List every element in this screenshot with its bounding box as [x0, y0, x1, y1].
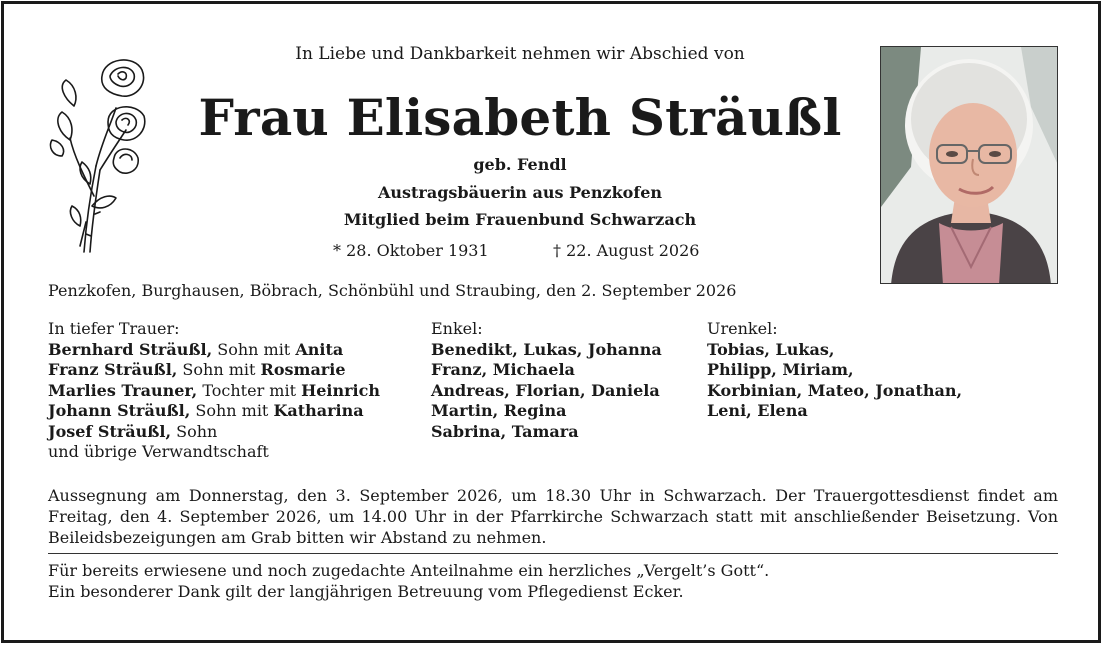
grandchildren-heading: Enkel:	[431, 319, 483, 338]
mourner-name: Franz Sträußl,	[48, 360, 178, 379]
mourner-name: Marlies Trauner,	[48, 380, 198, 400]
mourner-relation: Sohn	[171, 421, 218, 441]
great-grandchildren-line: Philipp, Miriam,	[707, 360, 854, 379]
membership-line: Mitglied beim Frauenbund Schwarzach	[343, 210, 697, 229]
grandchildren-line: Andreas, Florian, Daniela	[431, 380, 660, 400]
great-grandchildren-column	[707, 319, 962, 422]
great-grandchildren-line: Tobias, Lukas,	[707, 339, 835, 359]
birth-name: geb. Fendl	[473, 155, 567, 174]
grandchildren-line: Franz, Michaela	[431, 360, 575, 379]
mourner-partner: Rosmarie	[260, 360, 346, 379]
mourner-row	[48, 360, 380, 381]
mourner-row	[48, 340, 380, 361]
great-grandchildren-line: Korbinian, Mateo, Jonathan,	[707, 380, 963, 400]
thanks-line: Für bereits erwiesene und noch zugedachte Anteilnahme ein herzliches „Vergelt’s Gott“.	[48, 561, 770, 580]
divider	[48, 553, 1058, 554]
mourner-partner: Katharina	[273, 401, 364, 420]
deceased-name: Frau Elisabeth Sträußl	[198, 88, 842, 147]
mourners-footer: und übrige Verwandtschaft	[48, 442, 269, 461]
role-line: Austragsbäuerin aus Penzkofen	[377, 183, 663, 202]
portrait-photo	[880, 46, 1058, 284]
funeral-details: Aussegnung am Donnerstag, den 3. September 2026, um 18.30 Uhr in Schwarzach. Der Trauergottesdienst findet am Freitag, den 4. September 2026, um 14.00 Uhr in der Pfarrkirche Schwarzach statt mit anschließender Beisetzung. Von Beileidsbezeigungen am Grab bitten wir Abstand zu nehmen.	[48, 486, 1058, 547]
death-date: † 22. August 2026	[553, 241, 700, 260]
thanks-line: Ein besonderer Dank gilt der langjährigen Betreuung vom Pflegedienst Ecker.	[48, 582, 684, 601]
mourner-row	[48, 401, 380, 422]
grandchildren-line: Sabrina, Tamara	[431, 421, 579, 441]
mourner-name: Josef Sträußl,	[48, 421, 172, 441]
mourner-relation: Sohn mit	[190, 401, 274, 420]
mourners-column	[48, 319, 380, 463]
mourner-relation: Sohn mit	[212, 339, 296, 359]
intro-line: In Liebe und Dankbarkeit nehmen wir Abschied von	[295, 44, 745, 64]
mourner-name: Johann Sträußl,	[48, 401, 191, 420]
mourners-heading: In tiefer Trauer:	[48, 319, 180, 338]
mourner-relation: Tochter mit	[197, 380, 302, 400]
mourner-partner: Heinrich	[301, 380, 380, 400]
rose-icon	[44, 46, 152, 258]
mourner-row	[48, 422, 380, 443]
birth-date: * 28. Oktober 1931	[333, 241, 489, 260]
mourner-name: Bernhard Sträußl,	[48, 339, 213, 359]
great-grandchildren-heading: Urenkel:	[707, 319, 778, 338]
grandchildren-column	[431, 319, 662, 442]
mourner-row	[48, 381, 380, 402]
thanks-block	[48, 560, 1058, 602]
grandchildren-line: Benedikt, Lukas, Johanna	[431, 339, 662, 359]
mourner-relation: Sohn mit	[177, 360, 261, 379]
mourner-partner: Anita	[295, 339, 344, 359]
great-grandchildren-line: Leni, Elena	[707, 401, 808, 420]
grandchildren-line: Martin, Regina	[431, 401, 567, 420]
place-date-line: Penzkofen, Burghausen, Böbrach, Schönbühl und Straubing, den 2. September 2026	[48, 281, 737, 300]
